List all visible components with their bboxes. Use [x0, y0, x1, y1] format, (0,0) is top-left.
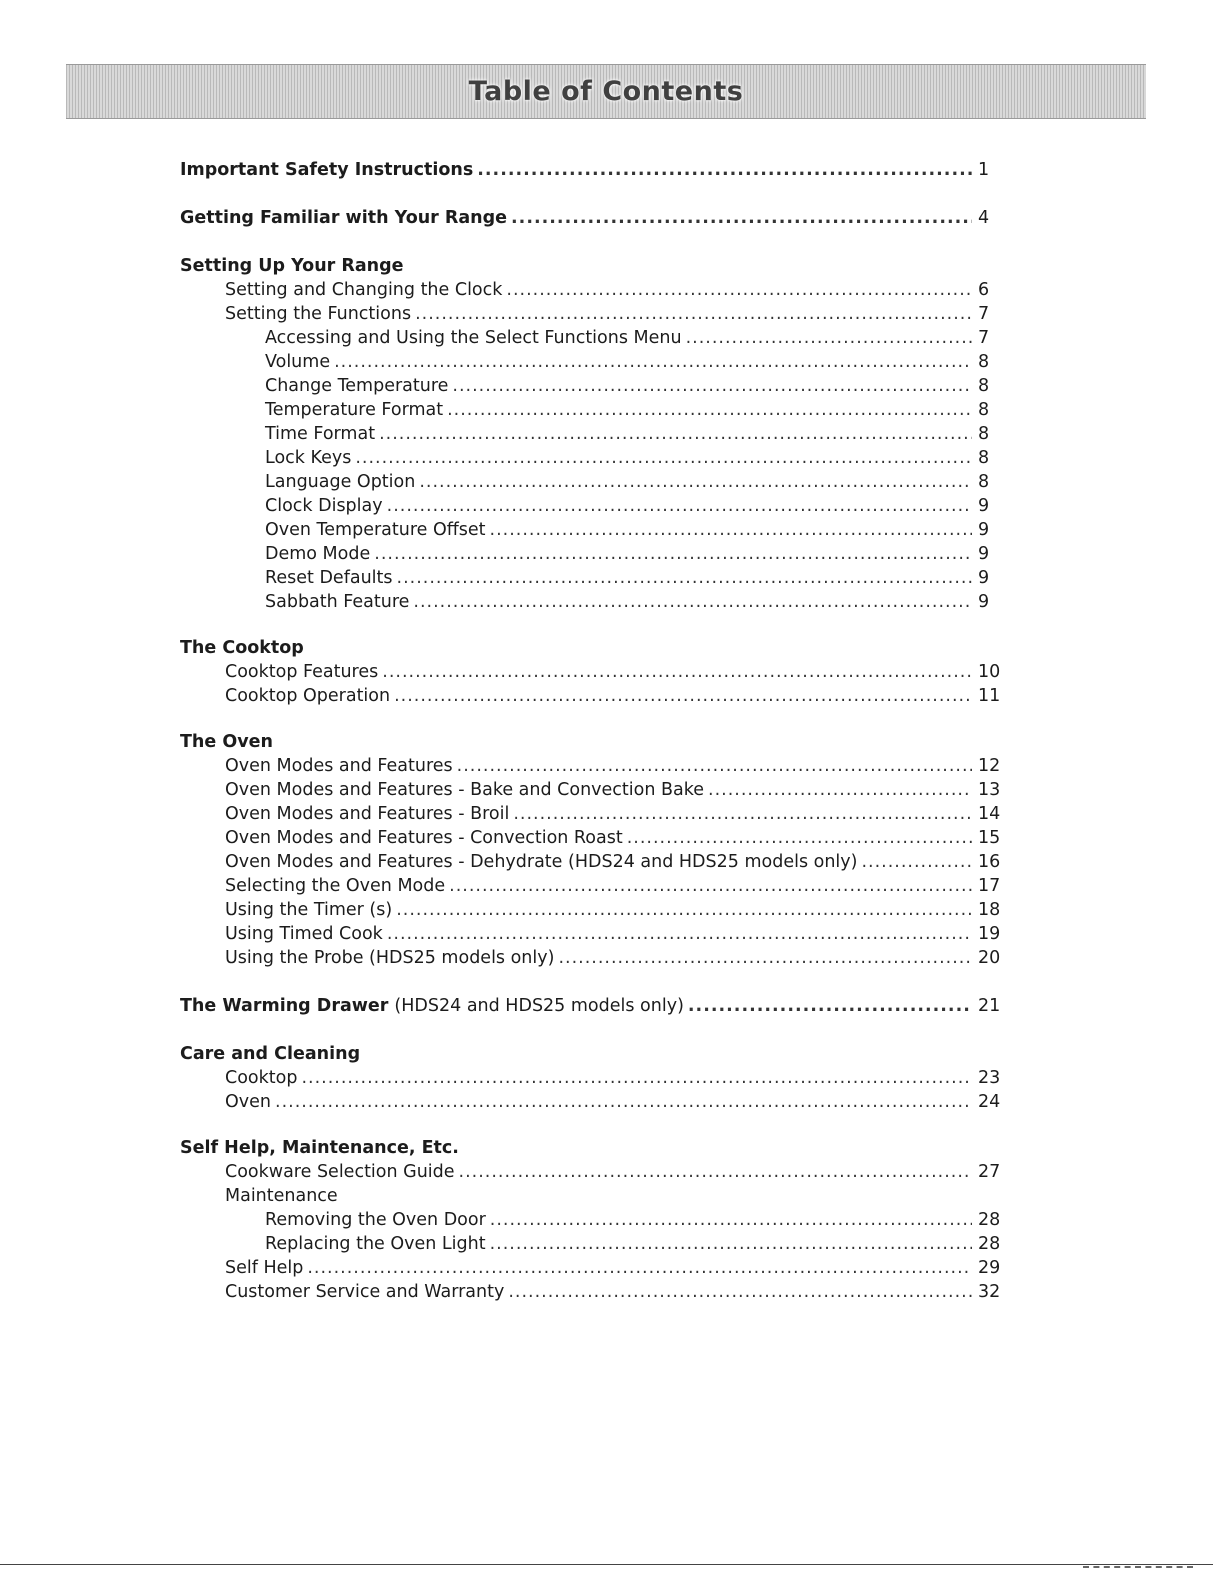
dot-leader — [355, 446, 972, 470]
toc-entry-label: Temperature Format — [265, 400, 444, 420]
toc-entry-label: Selecting the Oven Mode — [225, 876, 446, 896]
page-number: 21 — [978, 996, 1001, 1016]
toc-entry-label: Oven — [225, 1092, 271, 1112]
dot-leader — [419, 470, 972, 494]
page-number: 17 — [978, 876, 1001, 896]
toc-entry[interactable] — [180, 1256, 1000, 1280]
dot-leader — [396, 898, 972, 922]
dot-leader — [861, 850, 972, 874]
dot-leader — [394, 684, 972, 708]
toc-entry-label: Removing the Oven Door — [265, 1210, 486, 1230]
toc-entry-label: Lock Keys — [265, 448, 352, 468]
page-number: 28 — [978, 1210, 1001, 1230]
toc-entry-label: Customer Service and Warranty — [225, 1282, 505, 1302]
toc-entry[interactable] — [180, 826, 1000, 850]
dot-leader — [513, 802, 972, 826]
toc-entry-label: Self Help — [225, 1258, 304, 1278]
toc-entry-label: Oven Modes and Features - Dehydrate (HDS24 and HDS25 models only) — [225, 852, 858, 872]
toc-entry[interactable] — [180, 778, 1000, 802]
dot-leader — [452, 374, 972, 398]
dot-leader — [686, 326, 972, 350]
page-number: 7 — [978, 304, 990, 324]
page-bottom-rule — [0, 1564, 1213, 1565]
toc-entry-label: Setting and Changing the Clock — [225, 280, 503, 300]
page-number: 9 — [978, 496, 990, 516]
dot-leader — [307, 1256, 972, 1280]
page-number: 8 — [978, 472, 990, 492]
page-number: 8 — [978, 352, 990, 372]
toc-entry-label: Using the Probe (HDS25 models only) — [225, 948, 555, 968]
dot-leader — [447, 398, 972, 422]
toc-entry[interactable] — [180, 850, 1000, 874]
page-number: 7 — [978, 328, 990, 348]
dot-leader — [374, 542, 972, 566]
dot-leader — [382, 660, 972, 684]
dot-leader — [334, 350, 972, 374]
page-number: 28 — [978, 1234, 1001, 1254]
dot-leader — [558, 946, 972, 970]
toc-entry-label: Important Safety Instructions — [180, 160, 474, 180]
dot-leader — [506, 278, 972, 302]
dot-leader — [387, 494, 972, 518]
dot-leader — [415, 302, 972, 326]
dot-leader — [301, 1066, 972, 1090]
toc-entry-label: Cooktop Operation — [225, 686, 391, 706]
toc-entry[interactable] — [180, 374, 1000, 398]
page-number: 4 — [978, 208, 990, 228]
toc-entry[interactable] — [180, 278, 1000, 302]
page-number: 27 — [978, 1162, 1001, 1182]
section-heading-care-cleaning: Care and Cleaning — [180, 1044, 361, 1064]
toc-entry[interactable] — [180, 946, 1000, 970]
page-bottom-dashes — [1083, 1562, 1193, 1568]
toc-subheading — [180, 1184, 1000, 1208]
toc-entry-label: Sabbath Feature — [265, 592, 410, 612]
dot-leader — [508, 1280, 972, 1304]
dot-leader — [397, 566, 972, 590]
toc-entry[interactable] — [180, 470, 1000, 494]
page-number: 8 — [978, 400, 990, 420]
dot-leader — [627, 826, 972, 850]
page-number: 10 — [978, 662, 1001, 682]
page-number: 18 — [978, 900, 1001, 920]
page-number: 16 — [978, 852, 1001, 872]
toc-entry-label: Cookware Selection Guide — [225, 1162, 455, 1182]
toc-entry[interactable] — [180, 302, 1000, 326]
page-number: 6 — [978, 280, 990, 300]
page-number: 14 — [978, 804, 1001, 824]
page-number: 13 — [978, 780, 1001, 800]
toc-entry[interactable] — [180, 684, 1000, 708]
dot-leader — [387, 922, 972, 946]
dot-leader — [477, 158, 972, 182]
toc-entry-label: Time Format — [265, 424, 376, 444]
toc-entry-label: Oven Temperature Offset — [265, 520, 486, 540]
toc-entry-label: Accessing and Using the Select Functions Menu — [265, 328, 682, 348]
page-number: 8 — [978, 424, 990, 444]
page-number: 20 — [978, 948, 1001, 968]
section-heading-self-help: Self Help, Maintenance, Etc. — [180, 1138, 459, 1158]
toc-entry-label: Oven Modes and Features - Bake and Convection Bake — [225, 780, 704, 800]
toc-entry[interactable] — [180, 660, 1000, 684]
page-number: 9 — [978, 520, 990, 540]
page-number: 1 — [978, 160, 990, 180]
toc-entry[interactable] — [180, 446, 1000, 470]
toc-entry-label: Oven Modes and Features — [225, 756, 453, 776]
dot-leader — [457, 754, 972, 778]
toc-entry-label: Replacing the Oven Light — [265, 1234, 486, 1254]
toc-entry[interactable] — [180, 802, 1000, 826]
page-number: 29 — [978, 1258, 1001, 1278]
page-number: 15 — [978, 828, 1001, 848]
toc-entry[interactable] — [180, 326, 1000, 350]
toc-entry[interactable] — [180, 1208, 1000, 1232]
dot-leader — [275, 1090, 972, 1114]
section-heading-oven: The Oven — [180, 732, 273, 752]
toc-entry[interactable] — [180, 1232, 1000, 1256]
page-number: 23 — [978, 1068, 1001, 1088]
toc-entry-note: (HDS24 and HDS25 models only) — [394, 996, 684, 1016]
toc-entry[interactable] — [180, 350, 1000, 374]
toc-entry[interactable] — [180, 874, 1000, 898]
toc-entry-label: Using Timed Cook — [225, 924, 383, 944]
page-number: 19 — [978, 924, 1001, 944]
toc-entry-warming-drawer[interactable] — [180, 994, 1000, 1018]
page-number: 11 — [978, 686, 1001, 706]
page-number: 24 — [978, 1092, 1001, 1112]
toc-entry-label: Reset Defaults — [265, 568, 393, 588]
toc-entry[interactable] — [180, 754, 1000, 778]
toc-entry[interactable] — [180, 494, 1000, 518]
dot-leader — [490, 1208, 972, 1232]
toc-entry[interactable] — [180, 422, 1000, 446]
toc-entry[interactable] — [180, 1160, 1000, 1184]
dot-leader — [708, 778, 972, 802]
page-number: 12 — [978, 756, 1001, 776]
section-heading-setting-up: Setting Up Your Range — [180, 256, 404, 276]
toc-entry[interactable] — [180, 590, 1000, 614]
page-number: 8 — [978, 448, 990, 468]
toc-entry-label: Language Option — [265, 472, 416, 492]
toc-entry-label: Getting Familiar with Your Range — [180, 208, 508, 228]
toc-entry[interactable] — [180, 542, 1000, 566]
toc-entry[interactable] — [180, 1280, 1000, 1304]
toc-entry-label: Oven Modes and Features - Broil — [225, 804, 510, 824]
toc-entry-label: Change Temperature — [265, 376, 449, 396]
title-banner — [66, 64, 1146, 119]
page-number: 32 — [978, 1282, 1001, 1302]
toc-entry-label: Maintenance — [225, 1186, 338, 1206]
toc-entry[interactable] — [180, 1090, 1000, 1114]
dot-leader — [449, 874, 972, 898]
toc-entry[interactable] — [180, 1066, 1000, 1090]
toc-entry[interactable] — [180, 518, 1000, 542]
toc-entry-label: Cooktop — [225, 1068, 298, 1088]
toc-entry-label: Oven Modes and Features - Convection Roast — [225, 828, 623, 848]
toc-entry-label: Demo Mode — [265, 544, 371, 564]
page-number: 8 — [978, 376, 990, 396]
dot-leader — [490, 1232, 972, 1256]
section-heading-cooktop: The Cooktop — [180, 638, 304, 658]
toc-entry-label: Setting the Functions — [225, 304, 412, 324]
dot-leader — [413, 590, 972, 614]
toc-entry-label: The Warming Drawer — [180, 996, 389, 1016]
toc-entry-label: Cooktop Features — [225, 662, 379, 682]
toc-entry[interactable] — [180, 566, 1000, 590]
dot-leader — [490, 518, 972, 542]
toc-entry-label: Using the Timer (s) — [225, 900, 393, 920]
toc-entry-getting-familiar[interactable] — [180, 206, 1000, 230]
toc-entry[interactable] — [180, 398, 1000, 422]
table-of-contents — [180, 158, 1000, 1304]
page-title: Table of Contents — [468, 76, 744, 107]
dot-leader — [379, 422, 972, 446]
dot-leader — [459, 1160, 972, 1184]
page-number: 9 — [978, 568, 990, 588]
toc-entry-label: Clock Display — [265, 496, 383, 516]
toc-entry[interactable] — [180, 922, 1000, 946]
toc-entry-label: Volume — [265, 352, 331, 372]
toc-entry[interactable] — [180, 898, 1000, 922]
page-number: 9 — [978, 592, 990, 612]
dot-leader — [511, 206, 972, 230]
dot-leader — [688, 994, 972, 1018]
page-number: 9 — [978, 544, 990, 564]
toc-entry-safety[interactable] — [180, 158, 1000, 182]
